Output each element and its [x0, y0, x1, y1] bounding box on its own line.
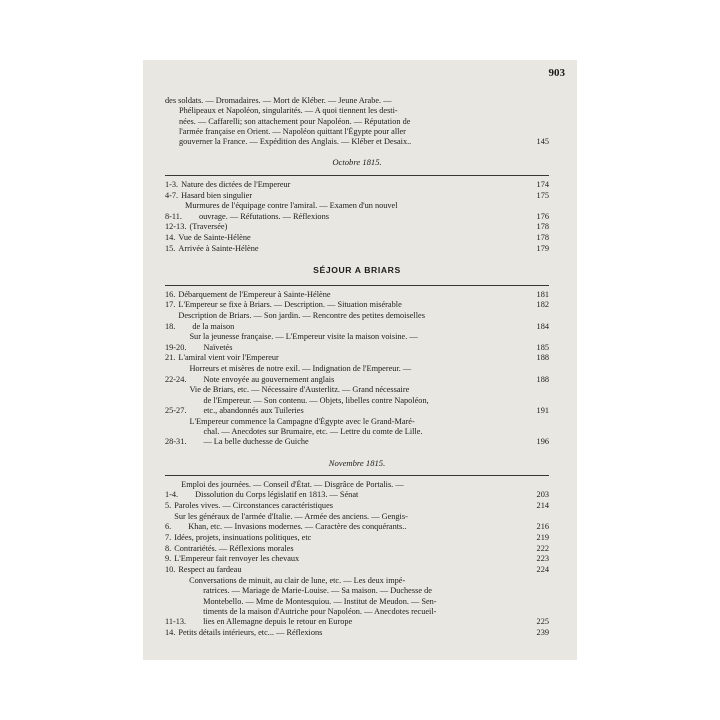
entry-line: Arrivée à Sainte-Hélène	[178, 244, 259, 254]
entry-line: Conversations de minuit, au clair de lune, etc. — Les deux impé-	[189, 576, 406, 586]
entry-number: 17.	[165, 300, 176, 310]
entry-text	[189, 576, 523, 627]
toc-entry	[165, 417, 549, 448]
page-number: 903	[548, 67, 565, 79]
entry-line: gouverner la France. — Expédition des Anglais. — Kléber et Desaix..	[179, 137, 412, 147]
entry-text	[165, 96, 523, 147]
entry-text	[181, 191, 523, 201]
toc-entry	[165, 300, 549, 310]
entry-line: lies en Allemagne depuis le retour en Europe	[203, 617, 353, 627]
entry-number: 9.	[165, 554, 172, 564]
entry-text	[185, 201, 523, 222]
toc-entry	[165, 501, 549, 511]
entry-page: 181	[536, 289, 549, 299]
entry-line: Petits détails intérieurs, etc... — Réflexions	[178, 628, 323, 638]
section-heading-briars: SÉJOUR A BRIARS	[313, 265, 401, 276]
entry-number: 6.	[165, 522, 172, 532]
toc-list-october	[165, 180, 549, 255]
entry-text	[189, 364, 523, 385]
entry-page: 196	[536, 437, 549, 447]
entry-page: 188	[536, 353, 549, 363]
entry-number: 12-13.	[165, 222, 187, 232]
entry-line: L'Empereur commence la Campagne d'Égypte avec le Grand-Maré-	[189, 416, 415, 426]
entry-page: 182	[536, 300, 549, 310]
toc-entry-continuation	[165, 96, 549, 147]
entry-line: (Traversée)	[189, 222, 228, 232]
entry-page: 216	[536, 522, 549, 532]
entry-text	[178, 290, 523, 300]
entry-page: 222	[536, 543, 549, 553]
entry-text	[189, 332, 523, 353]
entry-line: de l'Empereur. — Son contenu. — Objets, libelles contre Napoléon,	[203, 395, 429, 405]
entry-number: 1-3.	[165, 179, 179, 189]
entry-number: 21.	[165, 353, 176, 363]
entry-line: — La belle duchesse de Guiche	[203, 437, 309, 447]
entry-line: etc., abandonnés aux Tuileries	[203, 405, 304, 415]
entry-number: 16.	[165, 289, 176, 299]
entry-text	[174, 533, 523, 543]
entry-line: L'amiral vient voir l'Empereur	[178, 353, 279, 363]
entry-page: 214	[536, 501, 549, 510]
entry-number: 14.	[165, 233, 176, 243]
entry-line: des soldats. — Dromadaires. — Mort de Kléber. — Jeune Arabe. —	[165, 96, 392, 105]
entry-line: Naïvetés	[203, 342, 233, 352]
entry-text	[178, 565, 523, 575]
toc-entry	[165, 512, 549, 533]
toc-entry	[165, 385, 549, 416]
entry-line: Dissolution du Corps législatif en 1813. — Sénat	[195, 490, 359, 500]
entry-number: 22-24.	[165, 374, 187, 384]
entry-text	[178, 233, 523, 243]
entry-number: 11-13.	[165, 617, 187, 627]
toc-entry	[165, 233, 549, 243]
entry-text	[174, 512, 523, 533]
toc-entry	[165, 544, 549, 554]
entry-page: 239	[536, 628, 549, 638]
entry-line: timents de la maison d'Autriche pour Napoléon. — Anecdotes recueil-	[203, 606, 437, 616]
toc-entry	[165, 290, 549, 300]
entry-page: 185	[536, 342, 549, 352]
entry-number: 14.	[165, 628, 176, 638]
toc-entry	[165, 554, 549, 564]
entry-text	[178, 300, 523, 310]
entry-page: 223	[536, 554, 549, 564]
entry-line: ratrices. — Mariage de Marie-Louise. — Sa maison. — Duchesse de	[203, 586, 432, 596]
entry-line: Note envoyée au gouvernement anglais	[203, 374, 335, 384]
toc-entry	[165, 576, 549, 627]
entry-text	[189, 385, 523, 416]
entry-page: 176	[536, 211, 549, 221]
entry-line: Khan, etc. — Invasions modernes. — Caractère des conquérants..	[188, 522, 407, 532]
entry-number: 28-31.	[165, 437, 187, 447]
entry-text	[181, 180, 523, 190]
entry-page: 184	[536, 321, 549, 331]
entry-page: 219	[536, 532, 549, 542]
entry-number: 15.	[165, 244, 176, 254]
book-page	[143, 60, 577, 660]
entry-line: Respect au fardeau	[178, 565, 242, 575]
entry-line: Phélipeaux et Napoléon, singularités. — A quoi tiennent les desti-	[179, 106, 398, 116]
toc-entry	[165, 332, 549, 353]
entry-line: Montebello. — Mme de Montesquiou. — Institut de Meudon. — Sen-	[203, 596, 437, 606]
toc-entry	[165, 533, 549, 543]
entry-text	[178, 353, 523, 363]
entry-text	[178, 628, 523, 638]
entry-line: Contrariétés. — Réflexions morales	[174, 543, 294, 553]
toc-entry	[165, 565, 549, 575]
toc-entry	[165, 201, 549, 222]
entry-page: 188	[536, 374, 549, 384]
entry-text	[178, 244, 523, 254]
entry-page: 178	[536, 233, 549, 243]
entry-line: Hasard bien singulier	[181, 190, 253, 200]
entry-line: l'armée française en Orient. — Napoléon quittant l'Égypte pour aller	[179, 126, 406, 136]
month-heading-october: Octobre 1815.	[332, 157, 382, 168]
entry-line: Vue de Sainte-Hélène	[178, 233, 251, 243]
toc-entry	[165, 353, 549, 363]
toc-entry	[165, 222, 549, 232]
entry-text	[174, 544, 523, 554]
entry-line: Nature des dictées de l'Empereur	[181, 179, 291, 189]
entry-page: 225	[536, 617, 549, 627]
entry-line: Murmures de l'équipage contre l'amiral. — Examen d'un nouvel	[184, 201, 398, 211]
entry-line: de la maison	[192, 321, 235, 331]
toc-entry	[165, 180, 549, 190]
entry-text	[189, 222, 523, 232]
entry-number: 8-11.	[165, 211, 182, 221]
entry-line: Sur la jeunesse française. — L'Empereur visite la maison voisine. —	[189, 332, 418, 342]
entry-line: nées. — Caffarelli; son attachement pour Napoléon. — Réputation de	[179, 116, 411, 126]
toc-entry	[165, 628, 549, 638]
entry-page: 179	[536, 244, 549, 254]
toc-entry	[165, 364, 549, 385]
divider	[165, 285, 549, 286]
entry-line: L'Empereur se fixe à Briars. — Description. — Situation misérable	[178, 300, 402, 310]
entry-line: Description de Briars. — Son jardin. — Rencontre des petites demoiselles	[178, 311, 425, 321]
toc-list-november	[165, 480, 549, 638]
entry-page: 178	[536, 222, 549, 232]
toc-entry	[165, 480, 549, 501]
entry-number: 8.	[165, 543, 172, 553]
toc-entry	[165, 191, 549, 201]
entry-number: 1-4.	[165, 490, 179, 500]
entry-line: Emploi des journées. — Conseil d'État. — Disgrâce de Portalis. —	[181, 479, 404, 489]
entry-page: 203	[536, 490, 549, 500]
entry-line: Idées, projets, insinuations politiques, etc	[174, 532, 312, 542]
entry-number: 5.	[165, 501, 172, 510]
entry-line: Sur les généraux de l'armée d'Italie. — Armée des anciens. — Gengis-	[174, 511, 408, 521]
entry-line: Vie de Briars, etc. — Nécessaire d'Austerlitz. — Grand nécessaire	[189, 385, 410, 395]
entry-number: 18.	[165, 321, 176, 331]
entry-text	[174, 554, 523, 564]
entry-line: Horreurs et misères de notre exil. — Indignation de l'Empereur. —	[189, 364, 412, 374]
toc-list-briars	[165, 290, 549, 448]
entry-line: L'Empereur fait renvoyer les chevaux	[174, 554, 300, 564]
entry-line: Débarquement de l'Empereur à Sainte-Hélène	[178, 289, 331, 299]
month-heading-november: Novembre 1815.	[328, 457, 386, 468]
entry-text	[189, 417, 523, 448]
entry-page: 191	[536, 405, 549, 415]
entry-number: 4-7.	[165, 190, 179, 200]
entry-page: 145	[536, 137, 549, 147]
entry-line: chal. — Anecdotes sur Brumaire, etc. — Lettre du comte de Lille.	[203, 427, 423, 437]
entry-number: 7.	[165, 532, 172, 542]
divider	[165, 475, 549, 476]
entry-text	[181, 480, 523, 501]
toc-entry	[165, 244, 549, 254]
entry-page: 224	[536, 565, 549, 575]
entry-page: 175	[536, 190, 549, 200]
toc-entry	[165, 311, 549, 332]
entry-line: ouvrage. — Réfutations. — Réflexions	[198, 211, 329, 221]
entry-number: 19-20.	[165, 342, 187, 352]
entry-number: 10.	[165, 565, 176, 575]
entry-text	[174, 501, 523, 511]
entry-text	[178, 311, 523, 332]
divider	[165, 175, 549, 176]
entry-page: 174	[536, 179, 549, 189]
entry-number: 25-27.	[165, 405, 187, 415]
entry-line: Paroles vives. — Circonstances caractéristiques	[174, 501, 333, 510]
